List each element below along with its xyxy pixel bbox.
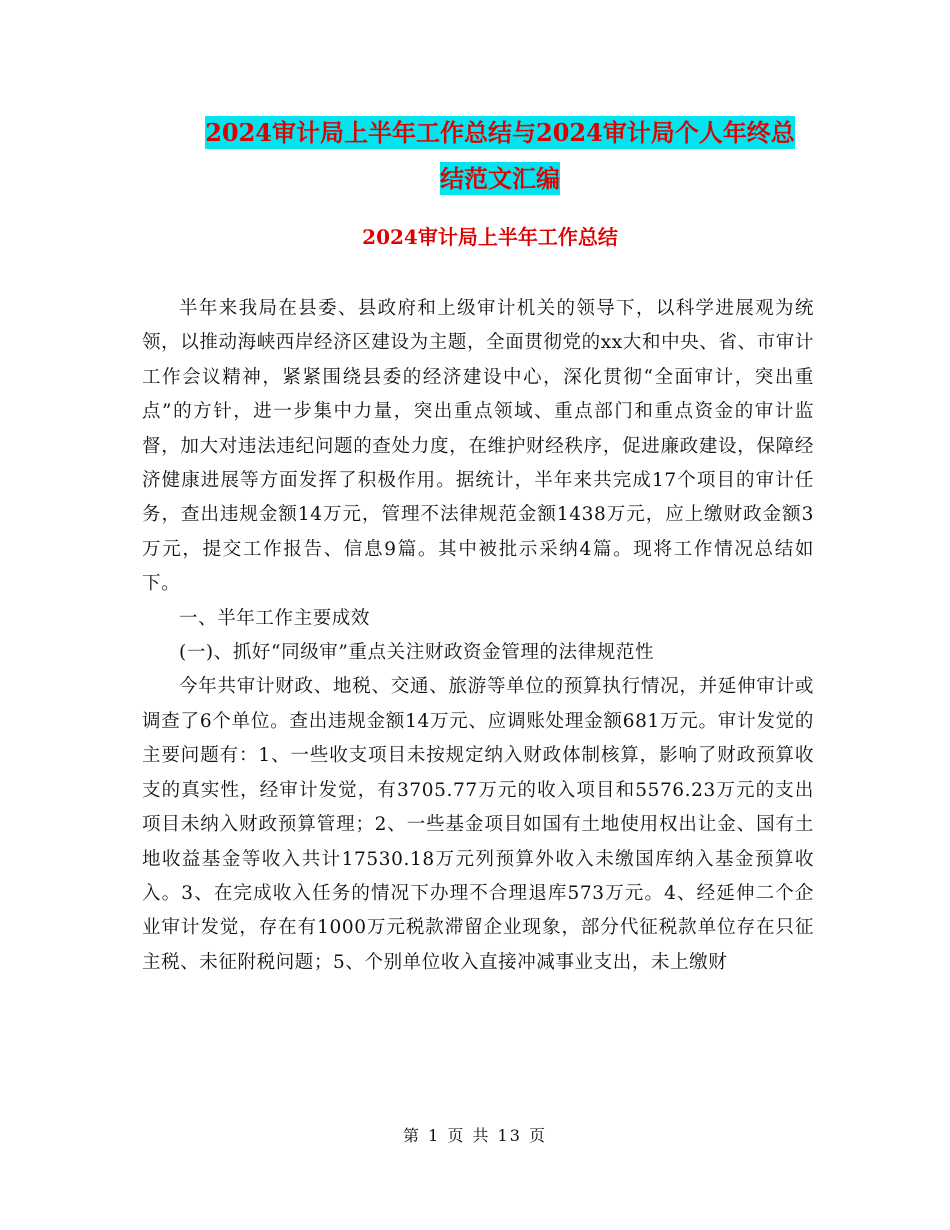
section-title: 2024审计局上半年工作总结 (362, 225, 618, 249)
heading-achievements: 一、半年工作主要成效 (179, 607, 371, 629)
page-footer: 第 1 页 共 13 页 (403, 1126, 547, 1145)
subheading-same-level-audit: (一)、抓好“同级审”重点关注财政资金管理的法律规范性 (179, 642, 655, 664)
document-title-line2: 结范文汇编 (440, 164, 560, 193)
document-title-line1: 2024审计局上半年工作总结与2024审计局个人年终总 (205, 118, 795, 147)
document-title (140, 110, 860, 202)
paragraph-intro: 半年来我局在县委、县政府和上级审计机关的领导下，以科学进展观为统领，以推动海峡西岸经济区建设为主题，全面贯彻党的xx大和中央、省、市审计工作会议精神，紧紧围绕县委的经济建设中心，深化贯彻“全面审计，突出重点”的方针，进一步集中力量，突出重点领域、重点部门和重点资金的审计监督，加大对违法违纪问题的查处力度，在维护财经秩序，促进廉政建设，保障经济健康进展等方面发挥了积极作用。据统计，半年来共完成17个项目的审计任务，查出违规金额14万元，管理不法律规范金额1438万元，应上缴财政金额3万元，提交工作报告、信息9篇。其中被批示采纳4篇。现将工作情况总结如下。 (142, 298, 814, 595)
document-body (142, 292, 814, 980)
paragraph-audit-findings: 今年共审计财政、地税、交通、旅游等单位的预算执行情况，并延伸审计或调查了6个单位。查出违规金额14万元、应调账处理金额681万元。审计发觉的主要问题有：1、一些收支项目未按规定纳入财政体制核算，影响了财政预算收支的真实性，经审计发觉，有3705.77万元的收入项目和5576.23万元的支出项目未纳入财政预算管理；2、一些基金项目如国有土地使用权出让金、国有土地收益基金等收入共计17530.18万元列预算外收入未缴国库纳入基金预算收入。3、在完成收入任务的情况下办理不合理退库573万元。4、经延伸二个企业审计发觉，存在有1000万元税款滞留企业现象，部分代征税款单位存在只征主税、未征附税问题；5、个别单位收入直接冲减事业支出，未上缴财 (142, 676, 814, 973)
